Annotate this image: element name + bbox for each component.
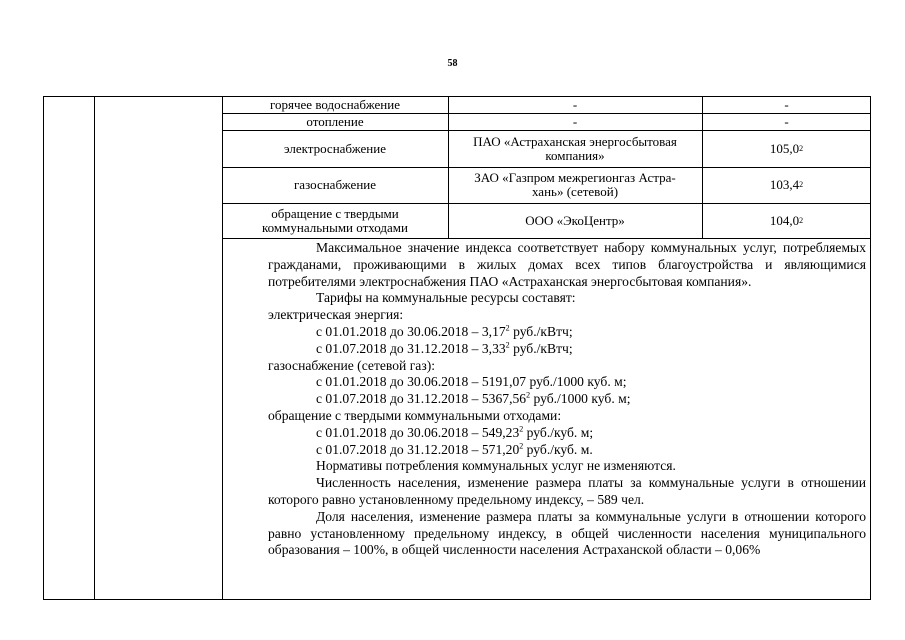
row-border (222, 238, 870, 239)
gas-tariff-line: с 01.07.2018 до 31.12.2018 – 5367,56$^2$ руб./1000 куб. м; (316, 390, 631, 407)
index-cell (702, 97, 871, 113)
waste-tariff-line: с 01.07.2018 до 31.12.2018 – 571,20$^2$ руб./куб. м. (316, 441, 593, 457)
index-description (268, 240, 866, 559)
supplier-cell: - (572, 97, 578, 112)
electricity-tariff-line: с 01.07.2018 до 31.12.2018 – 3,33$^2$ руб./кВтч; (316, 340, 573, 356)
gas-tariff-line: с 01.01.2018 до 30.06.2018 – 5191,07 руб./1000 куб. м; (316, 374, 627, 390)
max-index-paragraph: Максимальное значение индекса соответствует набору коммунальных услуг, потребляемых гражданами, проживающими в жилых домах всех типов благоустройства и являющимися потребителями электроснабжения ПАО «Астраханская энергосбытовая компания». (268, 240, 866, 289)
supplier-cell: ООО «ЭкоЦентр» (525, 212, 625, 228)
tariffs-intro: Тарифы на коммунальные ресурсы составят: (316, 290, 576, 306)
page-number: 58 (447, 58, 458, 69)
index-cell: 103,4 2 (769, 177, 804, 192)
supplier-cell: ПАО «Астраханская энергосбытовая компания» (473, 133, 677, 163)
index-value: 103,4 (769, 177, 800, 192)
index-value: 104,0 (769, 212, 800, 228)
supplier-cell: ЗАО «Газпром межрегионгаз Астра-хань» (сетевой) (474, 170, 676, 199)
index-value: - (784, 113, 789, 129)
municipal-index-table (43, 96, 871, 600)
share-paragraph: Доля населения, изменение размера платы за коммунальные услуги в отношении которого равно установленному предельному индексу, в общей численности населения муниципального образования – 100%, в общей численности населения Астраханской области – 0,06% (268, 508, 866, 558)
service-cell: обращение с твердыми коммунальными отходами (262, 205, 408, 235)
service-cell: электроснабжение (284, 140, 386, 156)
index-cell: 104,0 2 (769, 212, 804, 228)
electricity-label: электрическая энергия: (268, 307, 404, 323)
service-cell: газоснабжение (293, 177, 377, 192)
supplier-cell: - (572, 113, 578, 129)
index-cell: 105,0 2 (769, 140, 804, 156)
service-cell: отопление (306, 113, 364, 129)
index-cell (702, 113, 871, 130)
waste-tariff-line: с 01.01.2018 до 30.06.2018 – 549,23$^2$ руб./куб. м; (316, 424, 594, 440)
service-cell: горячее водоснабжение (270, 97, 400, 112)
index-value: 105,0 (769, 140, 800, 156)
population-paragraph: Численность населения, изменение размера платы за коммунальные услуги в отношении которого равно установленному предельному индексу, – 589 чел. (268, 475, 866, 507)
waste-label: обращение с твердыми коммунальными отходами: (268, 407, 562, 423)
electricity-tariff-line: с 01.01.2018 до 30.06.2018 – 3,17$^2$ руб./кВтч; (316, 323, 573, 339)
norms-paragraph: Нормативы потребления коммунальных услуг не изменяются. (316, 458, 676, 474)
column-border (94, 97, 95, 599)
index-value: - (784, 97, 789, 112)
gas-label: газоснабжение (сетевой газ): (268, 357, 435, 373)
